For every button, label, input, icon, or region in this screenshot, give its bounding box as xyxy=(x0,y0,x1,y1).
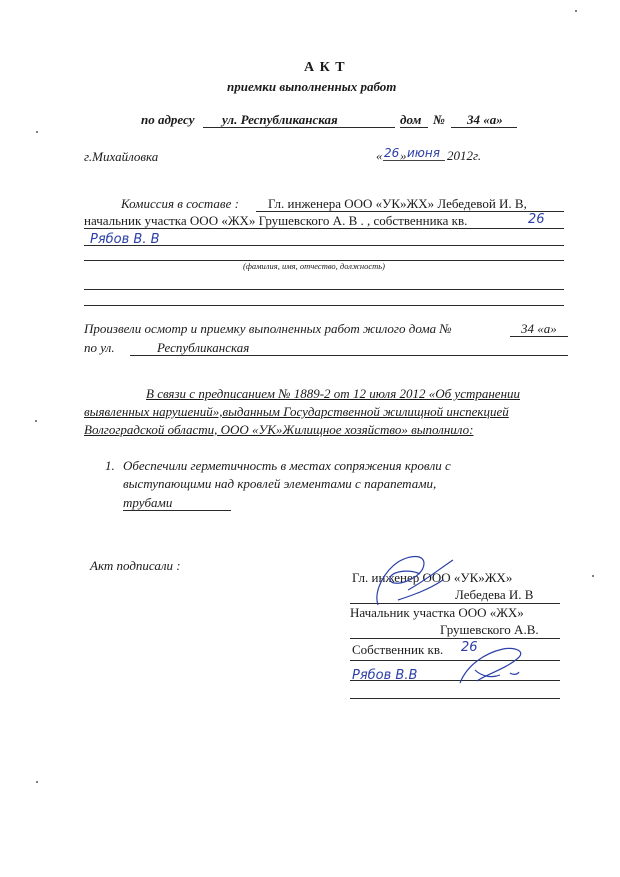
commission-line-1: Гл. инженера ООО «УК»ЖХ» Лебедевой И. В, xyxy=(268,196,527,211)
context-line-1: В связи с предписанием № 1889-2 от 12 июля 2012 «Об устранении xyxy=(146,386,521,401)
address-label: по адресу xyxy=(141,112,195,127)
date-close-quote: » xyxy=(400,148,407,163)
owner-signature xyxy=(455,645,535,690)
chief-name: Грушевского А.В. xyxy=(440,622,539,637)
date-year: 2012г. xyxy=(447,148,482,163)
house-number: 34 «а» xyxy=(467,112,503,127)
work-item-line-3: трубами xyxy=(123,495,173,510)
owner-title: Собственник кв. xyxy=(352,642,444,657)
commission-member-handwritten: Рябов В. В xyxy=(90,232,160,247)
work-item-number: 1. xyxy=(105,458,115,473)
signatures-label: Акт подписали : xyxy=(90,558,181,573)
city-name: г.Михайловка xyxy=(84,149,159,164)
commission-label: Комиссия в составе : xyxy=(121,196,239,211)
owner-name-handwritten: Рябов В.В xyxy=(352,668,418,683)
owner-apt-number: 26 xyxy=(461,640,478,655)
date-month: июня xyxy=(407,146,440,160)
inspection-line-1: Произвели осмотр и приемку выполненных работ жилого дома № xyxy=(84,321,452,336)
document-title: А К Т xyxy=(304,60,346,75)
engineer-signature xyxy=(368,550,458,610)
work-item-line-1: Обеспечили герметичность в местах сопряжения кровли с xyxy=(123,458,451,473)
number-sign: № xyxy=(433,112,445,127)
house-label: дом xyxy=(400,112,422,127)
date-day: 26 xyxy=(384,146,400,160)
inspection-street-prefix: по ул. xyxy=(84,340,115,355)
date-open-quote: « xyxy=(376,148,383,163)
commission-line-2: начальник участка ООО «ЖХ» Грушевского А. В . , собственника кв. xyxy=(84,213,468,228)
context-line-2: выявленных нарушений»,выданным Государственной жилищной инспекцией xyxy=(84,404,509,419)
inspection-street-name: Республиканская xyxy=(157,340,250,355)
commission-caption: (фамилия, имя, отчество, должность) xyxy=(243,261,385,271)
chief-title: Начальник участка ООО «ЖХ» xyxy=(350,605,524,620)
commission-apt-number: 26 xyxy=(528,212,545,227)
engineer-name: Лебедева И. В xyxy=(455,587,534,602)
work-item-line-2: выступающими над кровлей элементами с парапетами, xyxy=(123,476,437,491)
engineer-title: Гл. инженер ООО «УК»ЖХ» xyxy=(352,570,513,585)
context-line-3: Волгоградской области, ООО «УК»Жилищное хозяйство» выполнило: xyxy=(84,422,474,437)
address-street: ул. Республиканская xyxy=(222,112,338,127)
document-subtitle: приемки выполненных работ xyxy=(227,79,397,94)
inspection-house-number: 34 «а» xyxy=(521,321,557,336)
